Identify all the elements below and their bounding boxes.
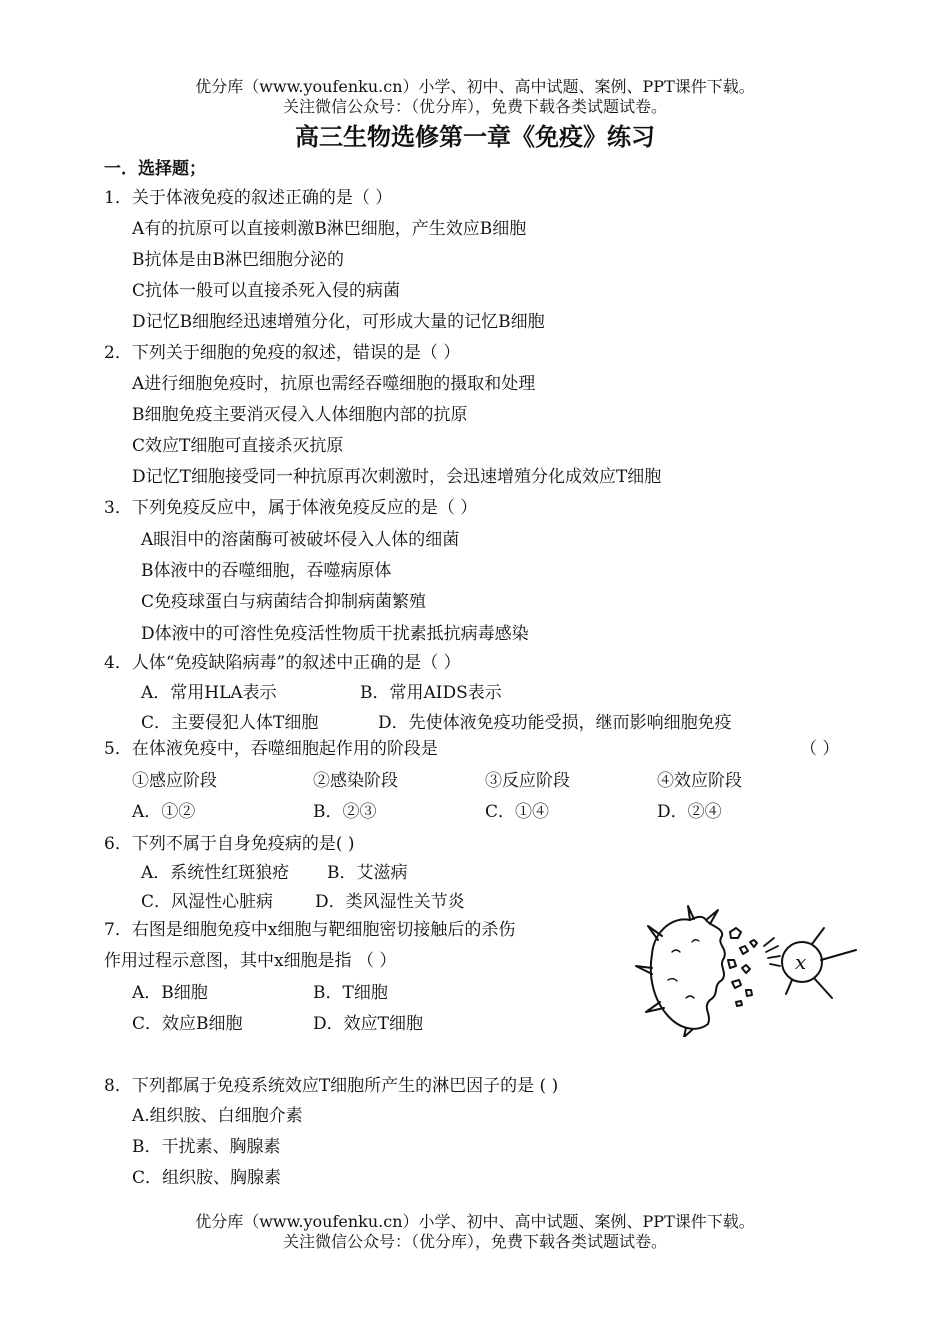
debris-fragment: [746, 990, 752, 996]
q7-option-b: B．T细胞: [313, 983, 388, 1003]
debris-fragment: [740, 946, 748, 954]
q7-option-a: A．B细胞: [132, 983, 208, 1003]
q1-option-a: A有的抗原可以直接刺激B淋巴细胞，产生效应B细胞: [132, 219, 527, 239]
x-cell-label: x: [795, 950, 807, 974]
cell-killing-diagram: [632, 902, 862, 1037]
q1-option-c: C抗体一般可以直接杀死入侵的病菌: [132, 281, 401, 301]
q1-stem: 1．关于体液免疫的叙述正确的是（ ）: [104, 188, 393, 208]
q2-stem: 2．下列关于细胞的免疫的叙述，错误的是（ ）: [104, 343, 461, 363]
section-heading: 一．选择题；: [104, 159, 206, 179]
q2-option-c: C效应T细胞可直接杀灭抗原: [132, 436, 344, 456]
q6-option-c: C．风湿性心脏病: [141, 892, 274, 912]
footer-line-2: 关注微信公众号：（优分库），免费下载各类试题试卷。: [282, 1232, 667, 1251]
header-line-1: 优分库（www.youfenku.cn）小学、初中、高中试题、案例、PPT课件下载。: [195, 77, 755, 96]
debris-fragment: [728, 960, 736, 968]
q3-option-c: C免疫球蛋白与病菌结合抑制病菌繁殖: [141, 592, 427, 612]
q1-option-b: B抗体是由B淋巴细胞分泌的: [132, 250, 344, 270]
q4-option-b: B．常用AIDS表示: [360, 683, 502, 703]
q5-answer-paren: （ ）: [800, 739, 840, 759]
q7-option-d: D．效应T细胞: [313, 1014, 423, 1034]
debris-fragment: [750, 940, 757, 947]
x-cell-spike: [821, 950, 856, 960]
q5-option-c: C．①④: [485, 802, 550, 822]
q3-option-b: B体液中的吞噬细胞，吞噬病原体: [141, 561, 392, 581]
q6-option-a: A．系统性红斑狼疮: [141, 863, 290, 883]
header-line-2: 关注微信公众号：（优分库），免费下载各类试题试卷。: [282, 97, 667, 116]
q8-option-c: C．组织胺、胸腺素: [132, 1168, 282, 1188]
granule-bundle: [764, 938, 780, 966]
debris-fragment: [732, 980, 741, 988]
page-title: 高三生物选修第一章《免疫》练习: [295, 122, 655, 151]
q3-option-d: D体液中的可溶性免疫活性物质干扰素抵抗病毒感染: [141, 624, 529, 644]
debris-fragment: [742, 965, 750, 973]
q2-option-a: A进行细胞免疫时，抗原也需经吞噬细胞的摄取和处理: [132, 374, 536, 394]
q5-stage-4: ④效应阶段: [657, 771, 742, 791]
q4-option-d: D．先使体液免疫功能受损，继而影响细胞免疫: [378, 713, 732, 733]
q5-stage-3: ③反应阶段: [485, 771, 570, 791]
q5-stage-1: ①感应阶段: [132, 771, 217, 791]
q6-option-d: D．类风湿性关节炎: [315, 892, 465, 912]
q8-option-b: B．干扰素、胸腺素: [132, 1137, 281, 1157]
q3-stem: 3．下列免疫反应中，属于体液免疫反应的是（ ）: [104, 498, 478, 518]
target-spike: [688, 906, 694, 920]
q5-option-a: A．①②: [132, 802, 196, 822]
q7-option-c: C．效应B细胞: [132, 1014, 243, 1034]
q5-stem: 5．在体液免疫中，吞噬细胞起作用的阶段是: [104, 739, 438, 759]
q5-option-d: D．②④: [657, 802, 722, 822]
q8-stem: 8．下列都属于免疫系统效应T细胞所产生的淋巴因子的是 ( ): [104, 1076, 559, 1096]
target-texture: [668, 940, 699, 998]
q5-stage-2: ②感染阶段: [313, 771, 398, 791]
q2-option-b: B细胞免疫主要消灭侵入人体细胞内部的抗原: [132, 405, 468, 425]
q6-stem: 6．下列不属于自身免疫病的是( ): [104, 834, 355, 854]
q4-option-c: C．主要侵犯人体T细胞: [141, 713, 319, 733]
q7-stem-line-1: 7．右图是细胞免疫中x细胞与靶细胞密切接触后的杀伤: [104, 920, 516, 940]
target-spike: [636, 966, 652, 974]
q7-stem-line-2: 作用过程示意图，其中x细胞是指 （ ）: [104, 951, 397, 971]
target-cell: [651, 917, 725, 1029]
q8-option-a: A.组织胺、白细胞介素: [132, 1106, 303, 1126]
q3-option-a: A眼泪中的溶菌酶可被破坏侵入人体的细菌: [141, 530, 460, 550]
q4-option-a: A．常用HLA表示: [141, 683, 277, 703]
q2-option-d: D记忆T细胞接受同一种抗原再次刺激时，会迅速增殖分化成效应T细胞: [132, 467, 662, 487]
debris-fragment: [730, 928, 741, 938]
footer-line-1: 优分库（www.youfenku.cn）小学、初中、高中试题、案例、PPT课件下载。: [195, 1212, 755, 1231]
q4-stem: 4．人体“免疫缺陷病毒”的叙述中正确的是（ ）: [104, 653, 461, 673]
q6-option-b: B．艾滋病: [327, 863, 408, 883]
q5-option-b: B．②③: [313, 802, 377, 822]
x-cell-spike: [786, 980, 792, 994]
debris-fragment: [736, 1001, 742, 1006]
x-cell-spike: [812, 928, 824, 944]
x-cell-spike: [814, 978, 832, 998]
q1-option-d: D记忆B细胞经迅速增殖分化，可形成大量的记忆B细胞: [132, 312, 545, 332]
